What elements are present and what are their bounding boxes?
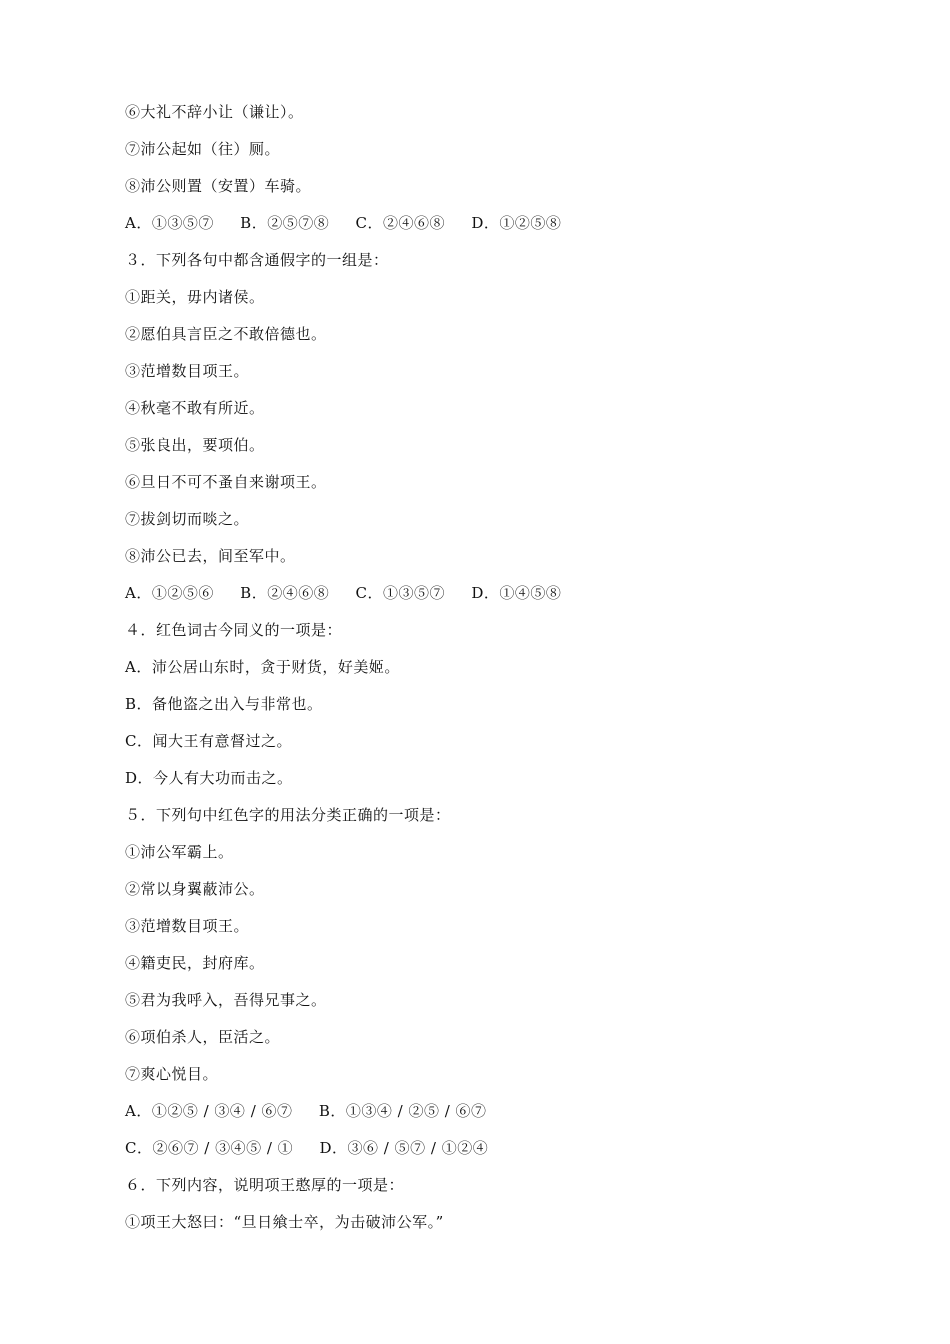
text-line: ⑧沛公则置（安置）车骑。 — [125, 177, 312, 195]
text-line: ⑦沛公起如（往）厕。 — [125, 140, 281, 158]
answer-options: A．①②⑤⑥ B．②④⑥⑧ C．①③⑤⑦ D．①④⑤⑧ — [125, 584, 562, 602]
text-line: ④秋毫不敢有所近。 — [125, 399, 265, 417]
text-line: ⑥大礼不辞小让（谦让）。 — [125, 103, 304, 121]
text-line: ⑦爽心悦目。 — [125, 1065, 219, 1083]
answer-option: C．闻大王有意督过之。 — [125, 732, 292, 750]
document-text — [125, 97, 845, 1244]
text-line: ①项王大怒曰：“旦日飨士卒，为击破沛公军。” — [125, 1213, 444, 1231]
answer-options: A．①②⑤ / ③④ / ⑥⑦ B．①③④ / ②⑤ / ⑥⑦ — [125, 1102, 487, 1120]
answer-option: B．备他盗之出入与非常也。 — [125, 695, 323, 713]
question-heading: ５．下列句中红色字的用法分类正确的一项是： — [125, 806, 451, 824]
text-line: ③范增数目项王。 — [125, 917, 250, 935]
text-line: ⑧沛公已去，间至军中。 — [125, 547, 296, 565]
answer-option: D．今人有大功而击之。 — [125, 769, 293, 787]
text-line: ⑤张良出，要项伯。 — [125, 436, 265, 454]
question-heading: ３．下列各句中都含通假字的一组是： — [125, 251, 389, 269]
text-line: ②常以身翼蔽沛公。 — [125, 880, 265, 898]
answer-options: C．②⑥⑦ / ③④⑤ / ① D．③⑥ / ⑤⑦ / ①②④ — [125, 1139, 489, 1157]
text-line: ⑥项伯杀人，臣活之。 — [125, 1028, 281, 1046]
text-line: ③范增数目项王。 — [125, 362, 250, 380]
text-line: ⑥旦日不可不蚤自来谢项王。 — [125, 473, 327, 491]
question-heading: ４．红色词古今同义的一项是： — [125, 621, 343, 639]
text-line: ②愿伯具言臣之不敢倍德也。 — [125, 325, 327, 343]
text-line: ①沛公军霸上。 — [125, 843, 234, 861]
text-line: ④籍吏民，封府库。 — [125, 954, 265, 972]
text-line: ⑦拔剑切而啖之。 — [125, 510, 250, 528]
question-heading: ６．下列内容，说明项王憨厚的一项是： — [125, 1176, 405, 1194]
answer-option: A．沛公居山东时，贪于财货，好美姬。 — [125, 658, 400, 676]
text-line: ①距关，毋内诸侯。 — [125, 288, 265, 306]
text-line: ⑤君为我呼入，吾得兄事之。 — [125, 991, 327, 1009]
answer-options: A．①③⑤⑦ B．②⑤⑦⑧ C．②④⑥⑧ D．①②⑤⑧ — [125, 214, 562, 232]
